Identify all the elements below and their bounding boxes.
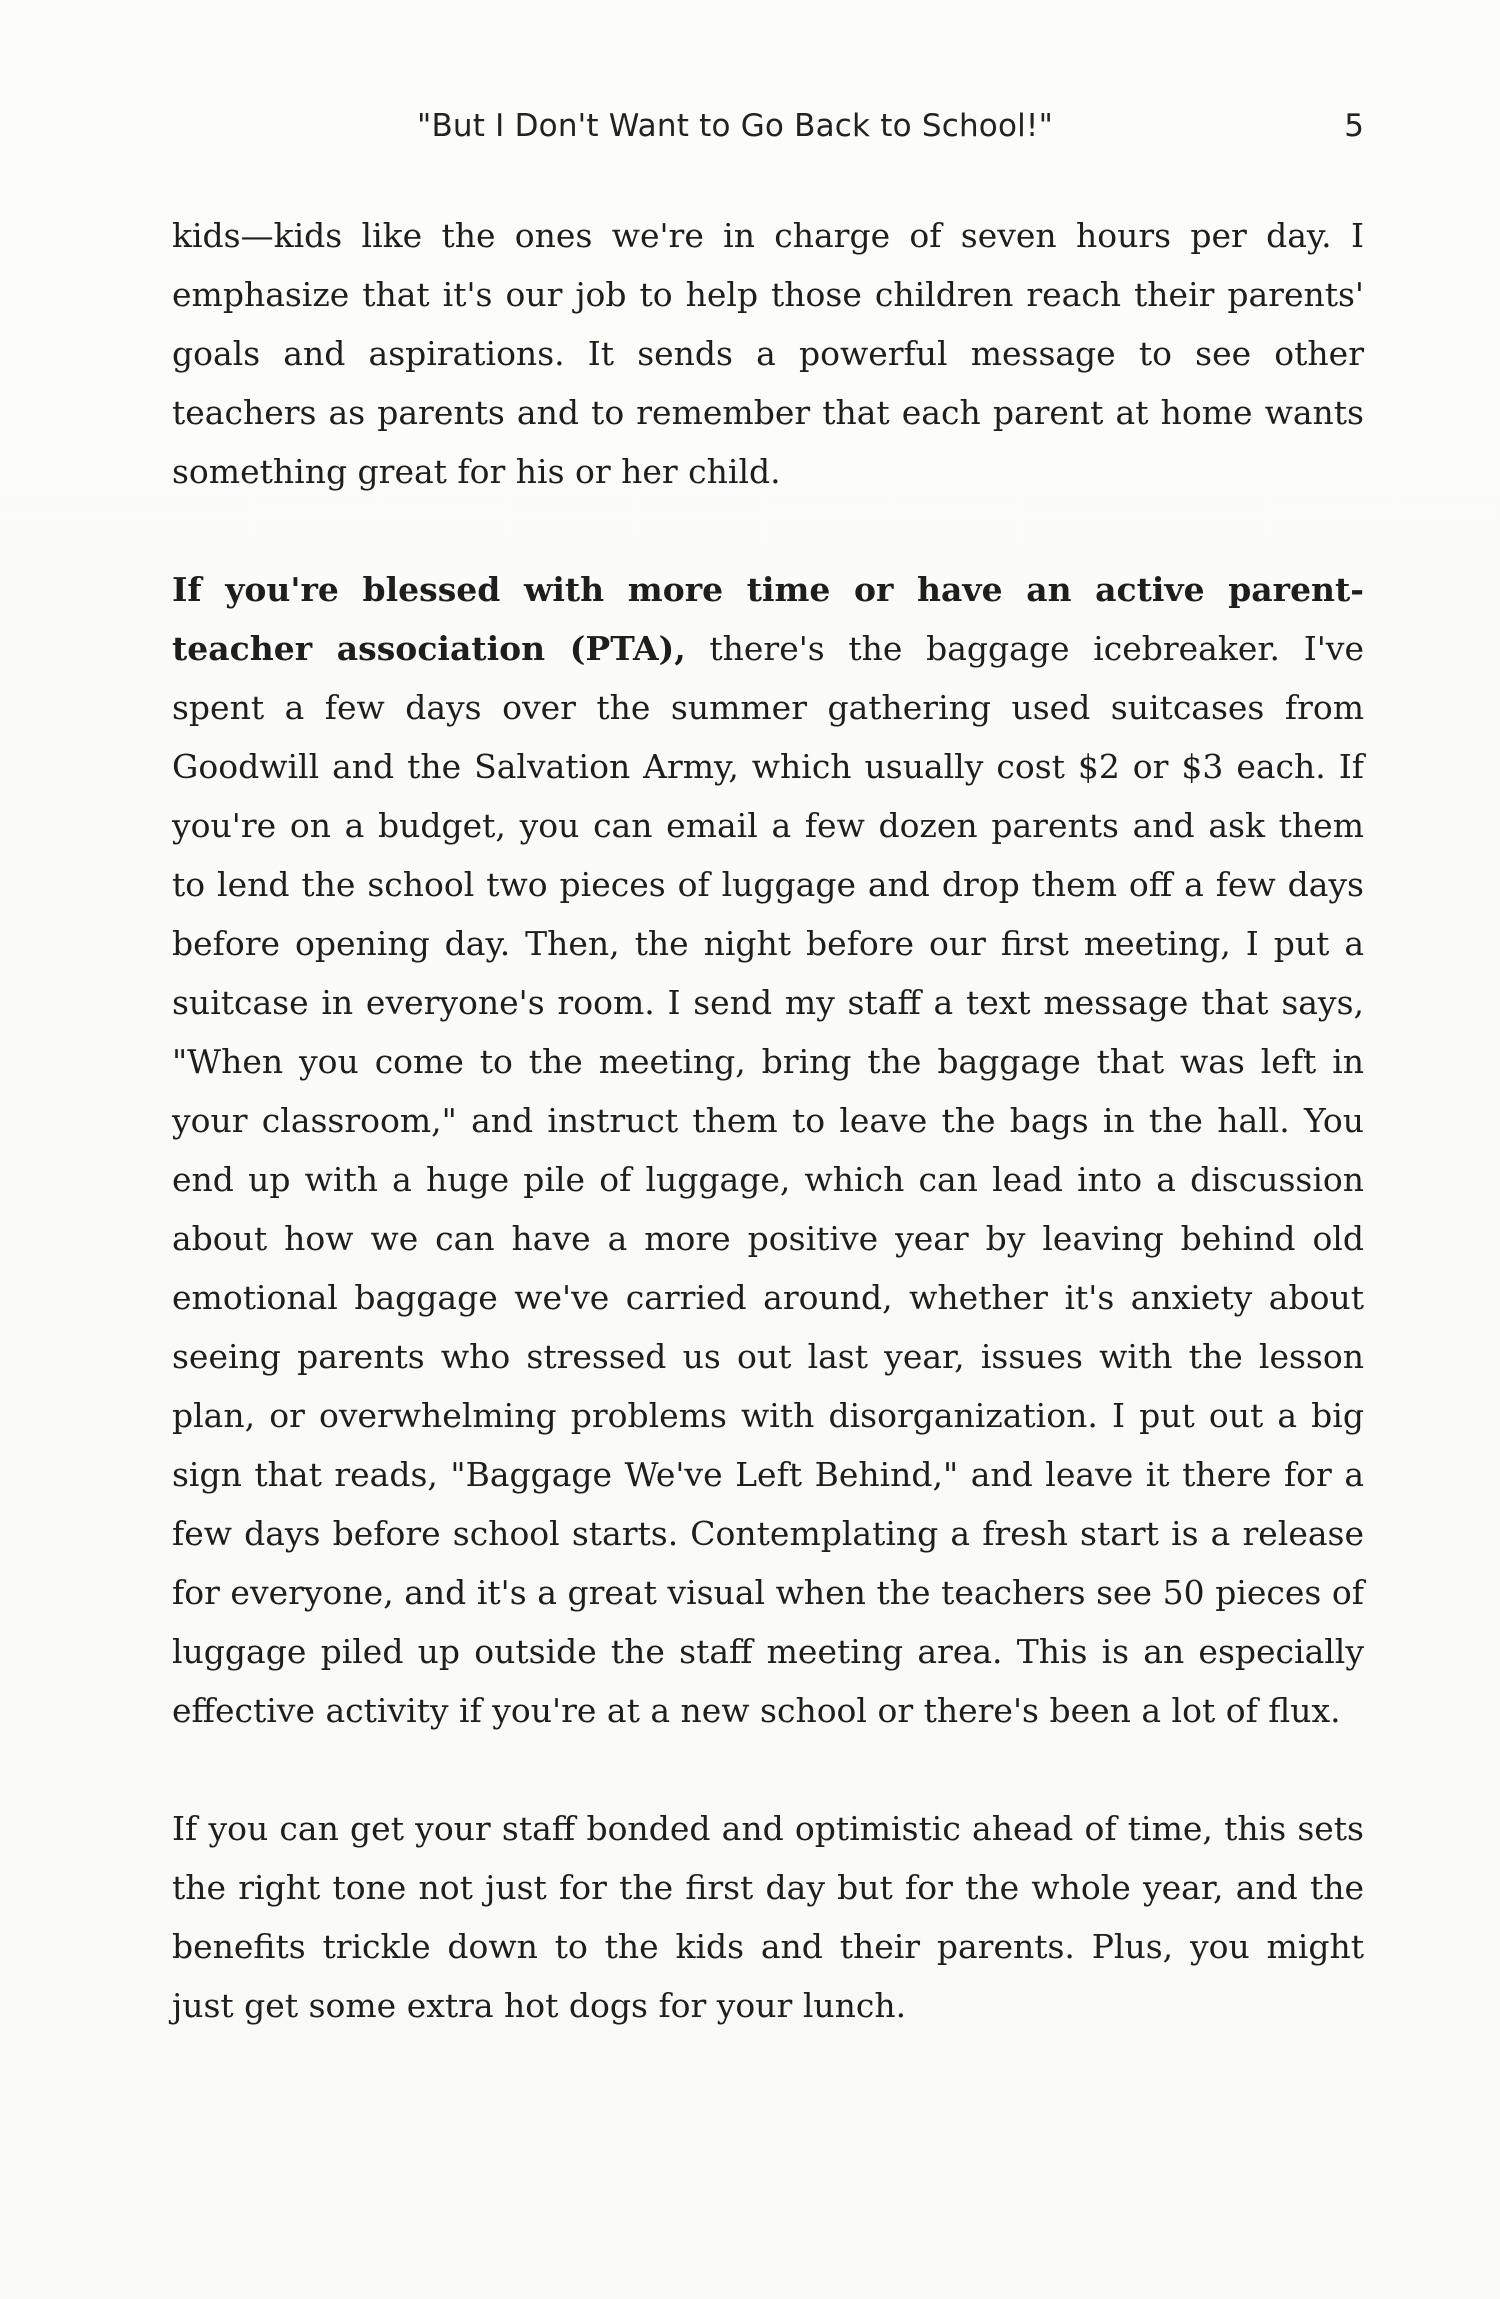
paragraph-2-text: there's the baggage icebreaker. I've spent a few days over the summer gathering used suitcases from Goodwill and the Salvation Army, which usually cost $2 or $3 each. If you're on a budget, you can email a few dozen parents and ask them to lend the school two pieces of luggage and drop them off a few days before opening day. Then, the night before our first meeting, I put a suitcase in everyone's room. I send my staff a text message that says, "When you come to the meeting, bring the baggage that was left in your classroom," and instruct them to leave the bags in the hall. You end up with a huge pile of luggage, which can lead into a discussion about how we can have a more positive year by leaving behind old emotional baggage we've carried around, whether it's anxiety about seeing parents who stressed us out last year, issues with the lesson plan, or overwhelming problems with disorganization. I put out a big sign that reads, "Baggage We've Left Behind," and leave it there for a few days before school starts. Contemplating a fresh start is a release for everyone, and it's a great visual when the teachers see 50 pieces of luggage piled up outside the staff meeting area. This is an especially effective activity if you're at a new school or there's been a lot of flux. bbox=[172, 629, 1364, 1730]
page-body bbox=[172, 206, 1364, 2035]
paragraph-2 bbox=[172, 560, 1364, 1740]
paragraph-2-lead: If you're blessed with more time or have an active parent-teacher association (PTA), bbox=[172, 570, 1364, 668]
running-head bbox=[172, 108, 1364, 158]
paragraph-1: kids—kids like the ones we're in charge of seven hours per day. I emphasize that it's our job to help those children reach their parents' goals and aspirations. It sends a powerful message to see other teachers as parents and to remember that each parent at home wants something great for his or her child. bbox=[172, 216, 1364, 491]
page-number: 5 bbox=[1344, 108, 1364, 144]
paragraph-3: If you can get your staff bonded and optimistic ahead of time, this sets the right tone not just for the first day but for the whole year, and the benefits trickle down to the kids and their parents. Plus, you might just get some extra hot dogs for your lunch. bbox=[172, 1809, 1364, 2025]
running-title: "But I Don't Want to Go Back to School!" bbox=[417, 108, 1054, 144]
